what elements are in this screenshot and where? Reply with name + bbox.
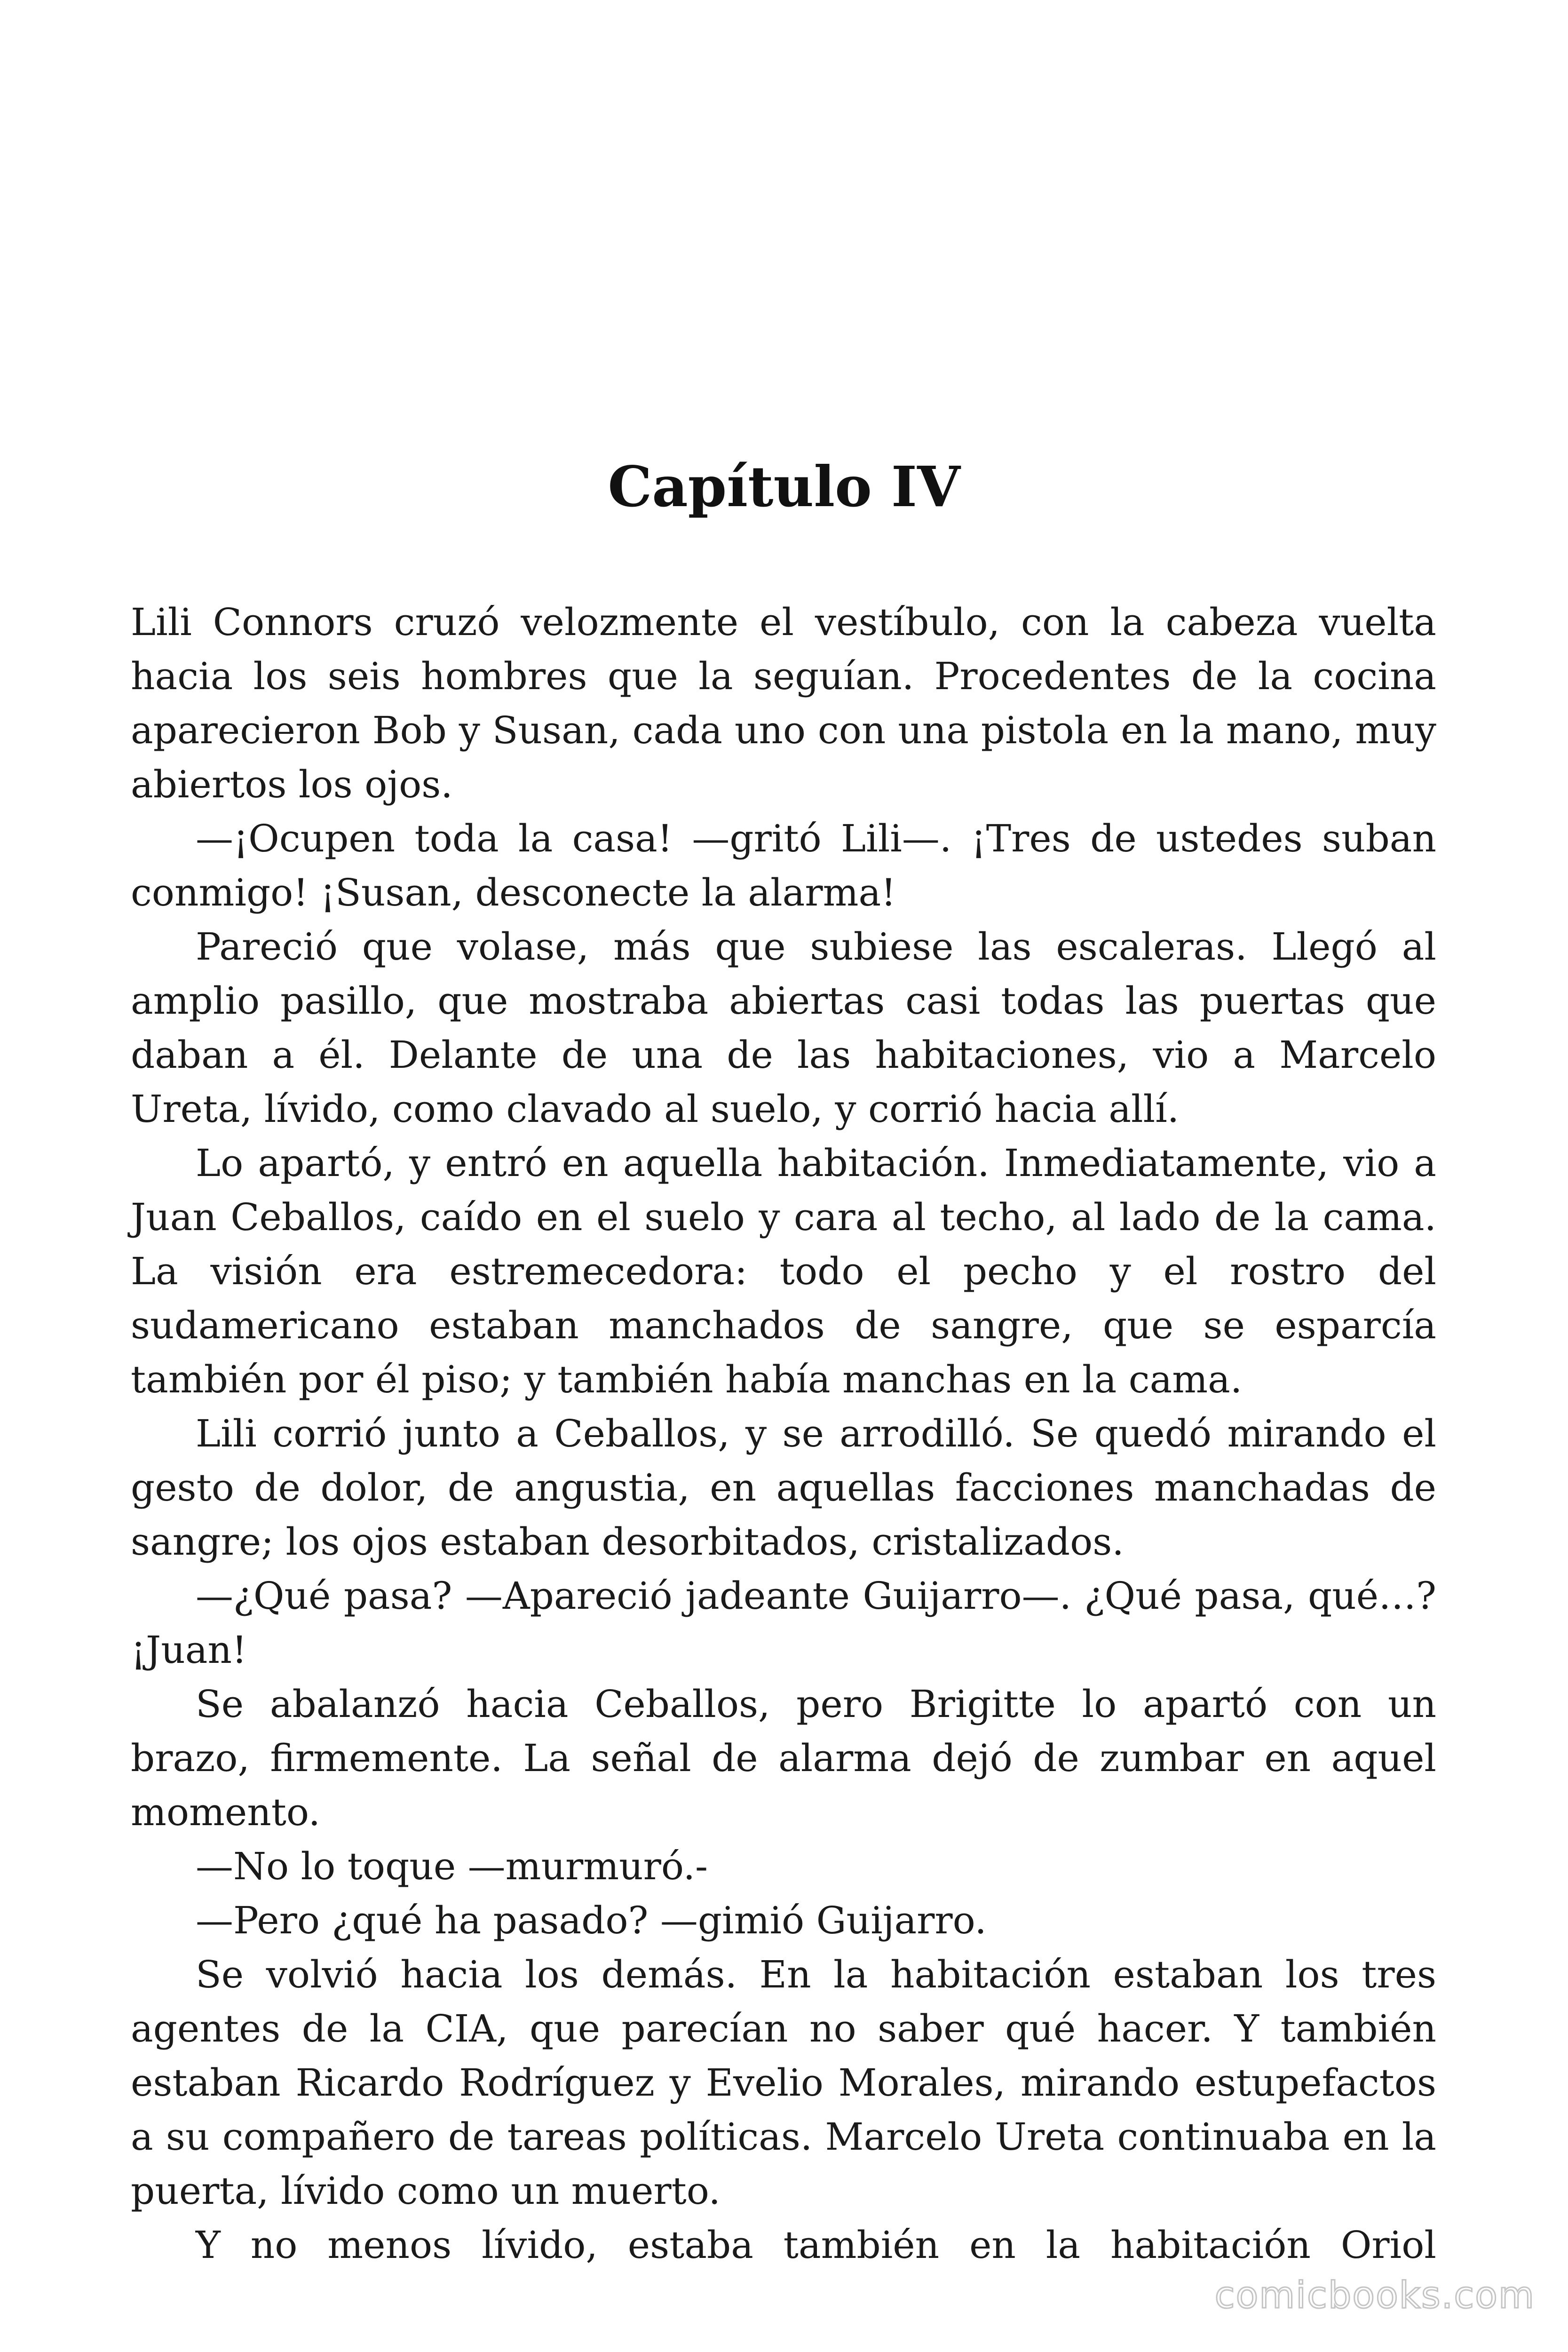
paragraph: —Pero ¿qué ha pasado? —gimió Guijarro. (196, 1899, 987, 1942)
paragraph: Lo apartó, y entró en aquella habitación. Inmediatamente, vio a Juan Ceballos, caído en el suelo y cara al techo, al lado de la cama. La visión era estremecedora: todo el pecho y el rostro del sudamericano estaban manchados de sangre, que se esparcía también por él piso; y también había manchas en la cama. (131, 1141, 1436, 1401)
paragraph: Pareció que volase, más que subiese las escaleras. Llegó al amplio pasillo, que mostraba abiertas casi todas las puertas que daban a él. Delante de una de las habitaciones, vio a Marcelo Ureta, lívido, como clavado al suelo, y corrió hacia allí. (131, 925, 1436, 1131)
paragraph: Lili corrió junto a Ceballos, y se arrodilló. Se quedó mirando el gesto de dolor, de angustia, en aquellas facciones manchadas de sangre; los ojos estaban desorbitados, cristalizados. (131, 1412, 1436, 1564)
chapter-body (131, 595, 1436, 2272)
paragraph: —¿Qué pasa? —Apareció jadeante Guijarro—. ¿Qué pasa, qué…? ¡Juan! (131, 1574, 1436, 1672)
chapter-title: Capítulo IV (608, 454, 960, 519)
paragraph: Y no menos lívido, estaba también en la habitación Oriol (196, 2223, 1436, 2267)
paragraph: —No lo toque —murmuró.- (196, 1844, 708, 1888)
paragraph: Lili Connors cruzó velozmente el vestíbulo, con la cabeza vuelta hacia los seis hombres que la seguían. Procedentes de la cocina aparecieron Bob y Susan, cada uno con una pistola en la mano, muy abiertos los ojos. (131, 600, 1436, 806)
paragraph: Se abalanzó hacia Ceballos, pero Brigitte lo apartó con un brazo, firmemente. La señal de alarma dejó de zumbar en aquel momento. (131, 1682, 1436, 1834)
paragraph: Se volvió hacia los demás. En la habitación estaban los tres agentes de la CIA, que parecían no saber qué hacer. Y también estaban Ricardo Rodríguez y Evelio Morales, mirando estupefactos a su compañero de tareas políticas. Marcelo Ureta continuaba en la puerta, lívido como un muerto. (131, 1953, 1436, 2213)
watermark: comicbooks.com (1214, 2274, 1535, 2317)
paragraph: —¡Ocupen toda la casa! —gritó Lili—. ¡Tres de ustedes suban conmigo! ¡Susan, desconecte la alarma! (131, 817, 1436, 914)
